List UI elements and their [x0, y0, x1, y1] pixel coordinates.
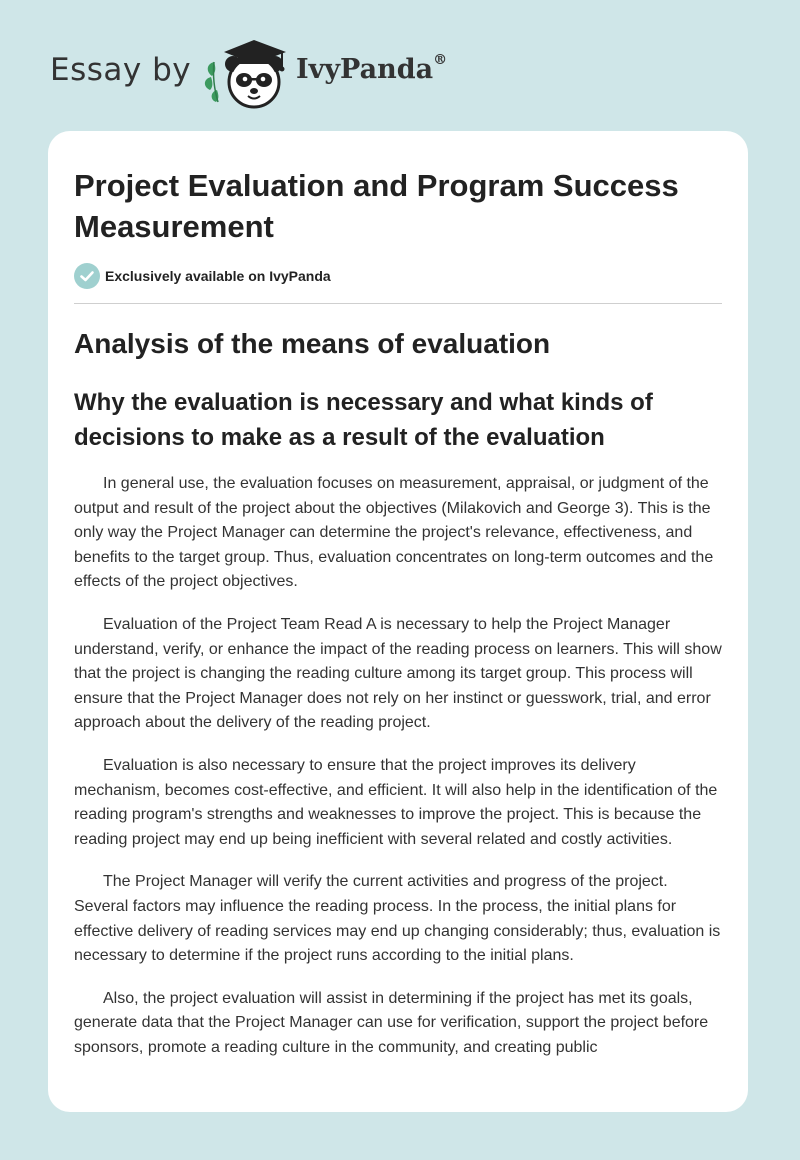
article-card: [48, 131, 748, 1112]
section-heading: Analysis of the means of evaluation: [74, 328, 551, 359]
brand-prefix: Essay by: [50, 52, 192, 88]
site-logo[interactable]: [50, 32, 470, 110]
paragraph: Also, the project evaluation will assist in determining if the project has met its goals, generate data that the Project Manager can use for verification, support the project before sponsors, promote a reading culture in the community, and creating public: [74, 989, 709, 1056]
brand-name-text: IvyPanda: [296, 54, 434, 85]
brand-name: [296, 54, 447, 85]
registered-mark: ®: [433, 52, 448, 68]
paragraph: The Project Manager will verify the current activities and progress of the project. Several factors may influence the reading process. In the process, the initial plans for effective delivery of reading services may end up changing considerably; thus, evaluation is necessary to determine if the project runs according to the initial plans.: [74, 873, 721, 965]
paragraph: Evaluation is also necessary to ensure that the project improves its delivery mechanism, becomes cost-effective, and efficient. It will also help in the identification of the reading program's strengths and weaknesses to improve the project. This is because the reading project may end up being inefficient with several related and costly activities.: [74, 756, 718, 848]
paragraph: Evaluation of the Project Team Read A is necessary to help the Project Manager understand, verify, or enhance the impact of the reading process on learners. This will show that the project is changing the reading culture among its target group. This process will ensure that the Project Manager does not rely on her instinct or guesswork, trial, and error approach about the delivery of the reading project.: [74, 615, 722, 732]
badge-text: Exclusively available on IvyPanda: [105, 268, 331, 284]
page-title: Project Evaluation and Program Success Measurement: [74, 168, 679, 244]
exclusive-badge: [74, 263, 474, 289]
subsection-heading: Why the evaluation is necessary and what kinds of decisions to make as a result of the evaluation: [74, 389, 653, 451]
paragraph: In general use, the evaluation focuses on measurement, appraisal, or judgment of the output and result of the project about the objectives (Milakovich and George 3). This is the only way the Project Manager can determine the project's relevance, effectiveness, and benefits to the target group. Thus, evaluation concentrates on long-term outcomes and the effects of the project objectives.: [74, 475, 714, 591]
check-circle-icon: [74, 263, 100, 289]
article-body: [74, 472, 722, 1078]
panda-graduation-cap-icon: [202, 32, 294, 110]
divider: [74, 303, 722, 304]
